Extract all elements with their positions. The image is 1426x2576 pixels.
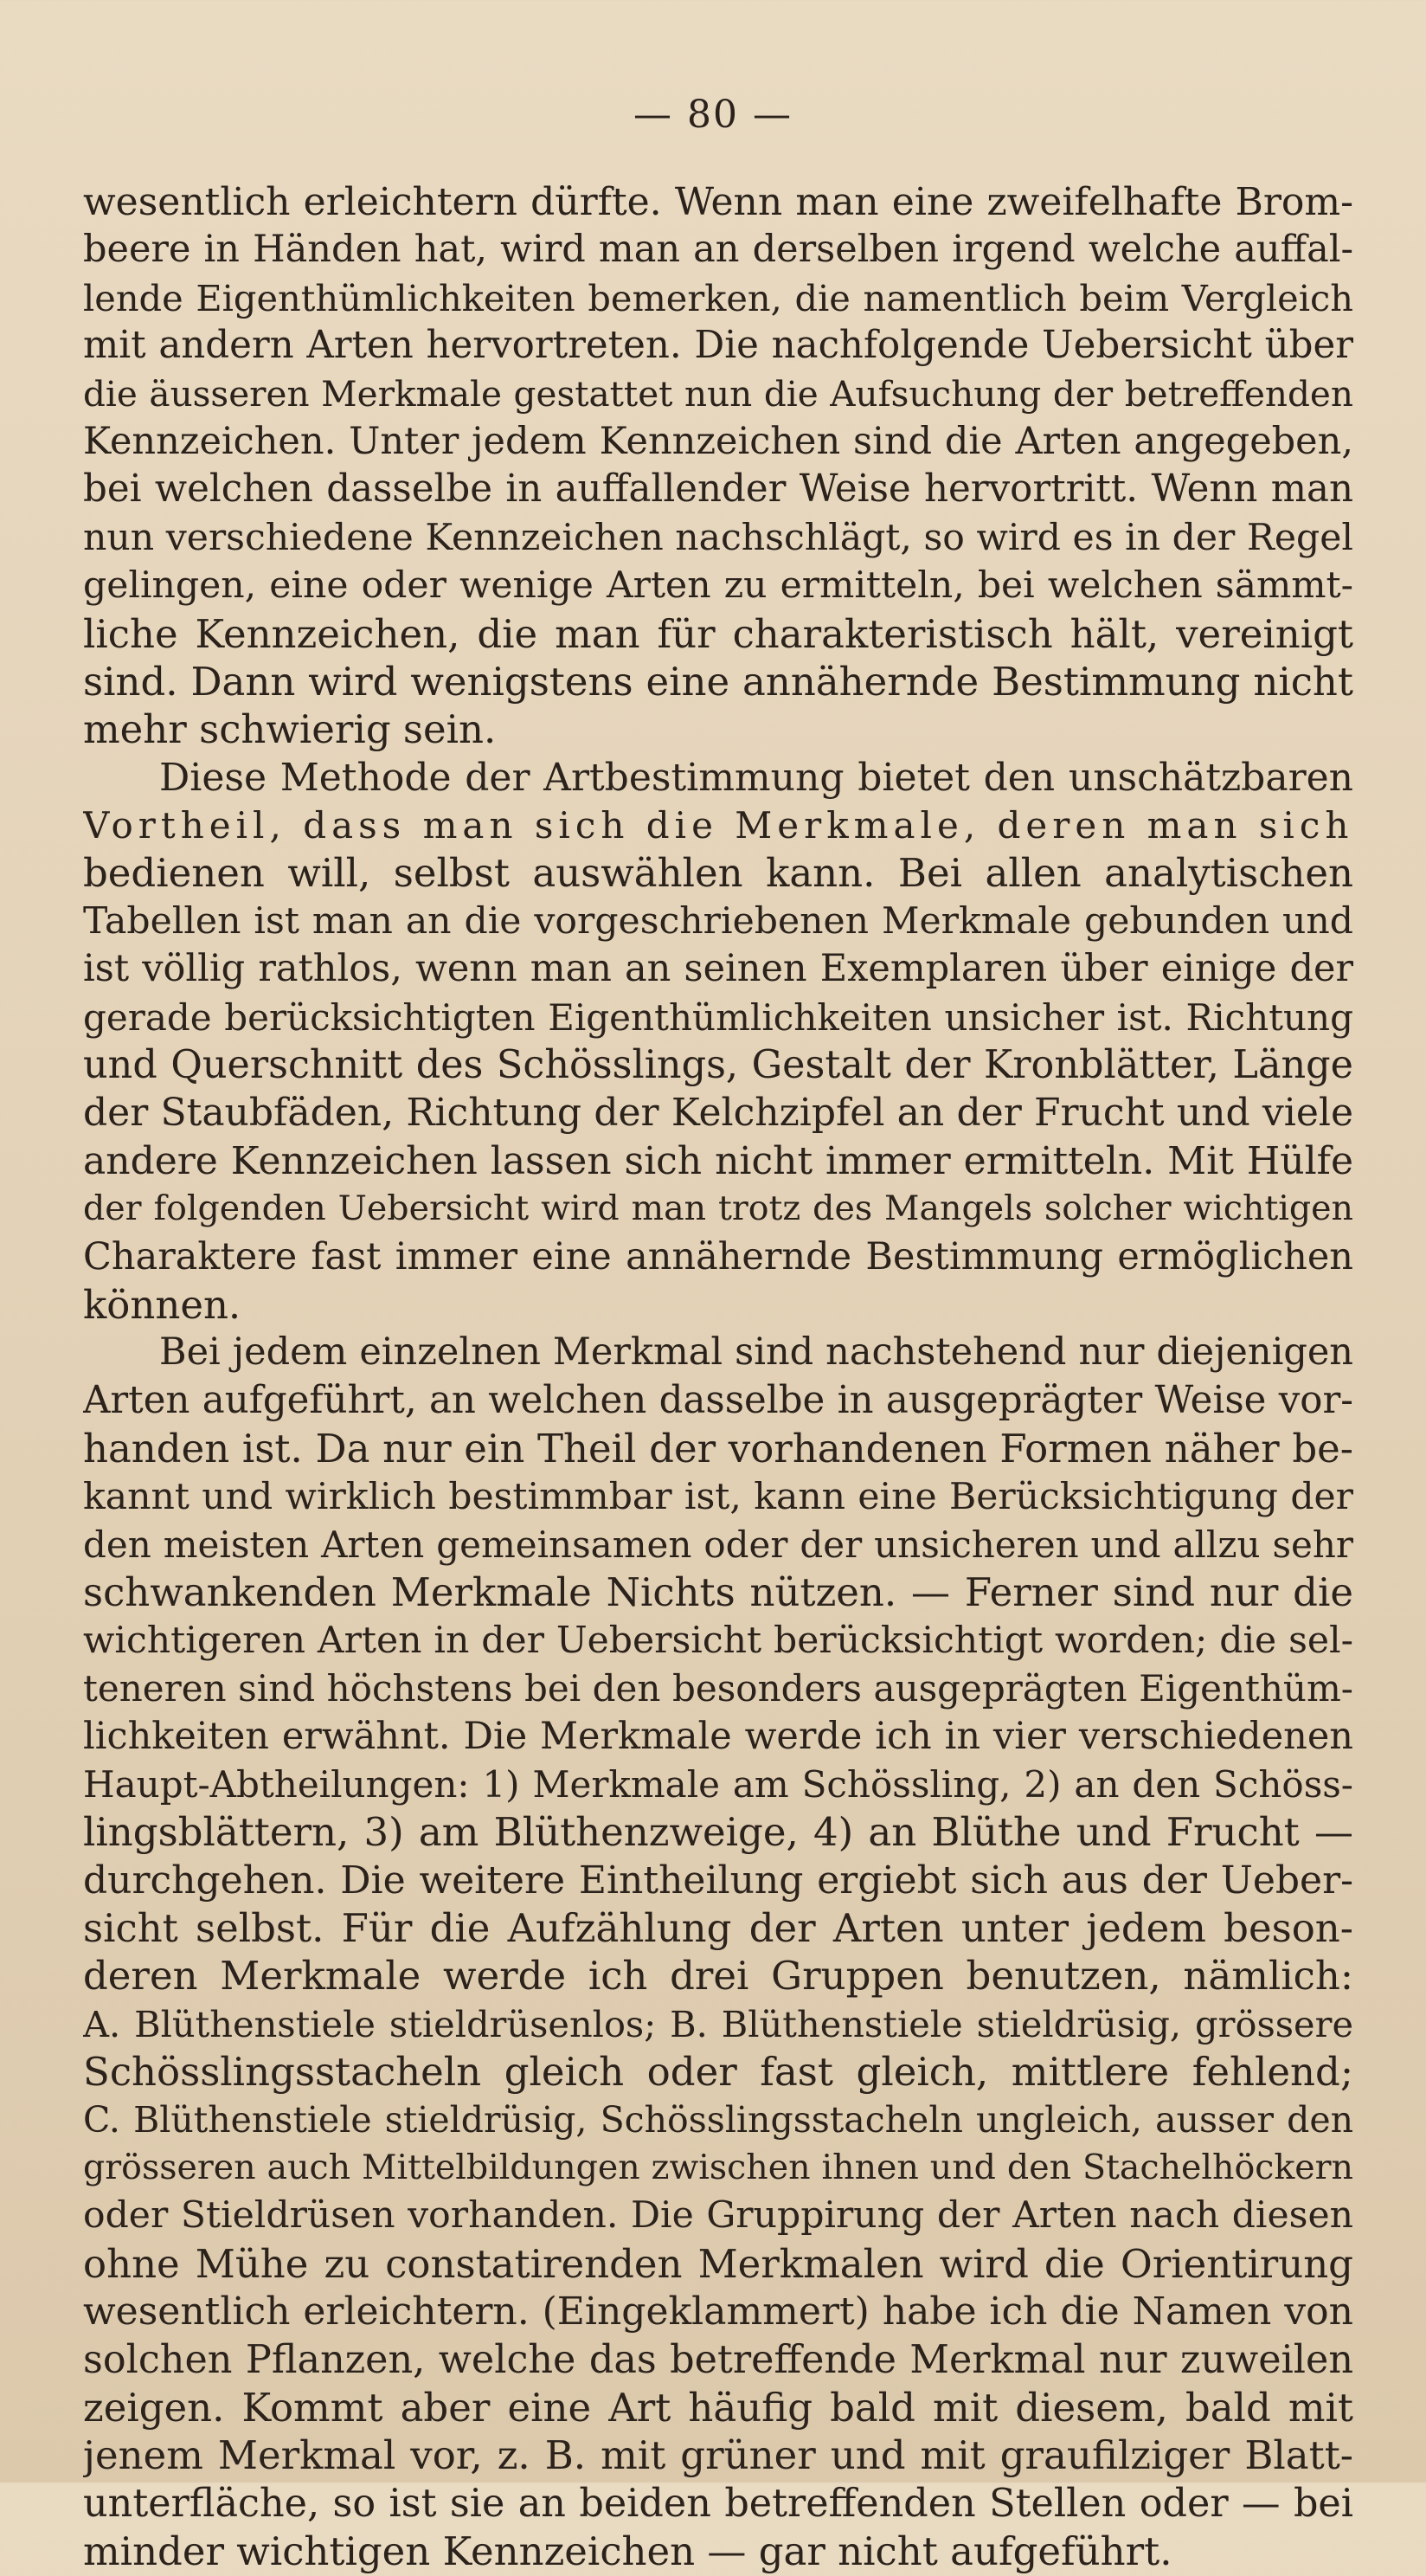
text-line: nun verschiedene Kennzeichen nachschlägt, so wird es in der Regel — [83, 516, 1353, 559]
text-line: wichtigeren Arten in der Uebersicht berücksichtigt worden; die sel- — [83, 1619, 1353, 1662]
text-line: bei welchen dasselbe in auffallender Weise hervortritt. Wenn man — [83, 467, 1353, 512]
text-line: Haupt-Abtheilungen: 1) Merkmale am Schössling, 2) an den Schöss- — [83, 1762, 1353, 1806]
text-line: lichkeiten erwähnt. Die Merkmale werde ich in vier verschiedenen — [83, 1714, 1353, 1758]
text-line: wesentlich erleichtern dürfte. Wenn man eine zweifelhafte Brom- — [83, 180, 1353, 224]
text-line: ist völlig rathlos, wenn man an seinen Exemplaren über einige der — [83, 947, 1353, 991]
text-line: bedienen will, selbst auswählen kann. Bei allen analytischen — [83, 850, 1353, 897]
text-line: und Querschnitt des Schösslings, Gestalt der Kronblätter, Länge — [83, 1043, 1353, 1088]
text-line: schwankenden Merkmale Nichts nützen. — Ferner sind nur die — [83, 1569, 1353, 1616]
text-line: gelingen, eine oder wenige Arten zu ermitteln, bei welchen sämmt- — [83, 564, 1353, 608]
text-line: deren Merkmale werde ich drei Gruppen benutzen, nämlich: — [83, 1953, 1353, 2000]
text-line: oder Stieldrüsen vorhanden. Die Gruppirung der Arten nach diesen — [83, 2194, 1353, 2238]
text-line: handen ist. Da nur ein Theil der vorhandenen Formen näher be- — [83, 1426, 1353, 1472]
text-line: mehr schwierig sein. — [83, 706, 497, 753]
text-line: andere Kennzeichen lassen sich nicht immer ermitteln. Mit Hülfe — [83, 1138, 1353, 1183]
text-line: jenem Merkmal vor, z. B. mit grüner und mit graufilziger Blatt- — [83, 2432, 1353, 2479]
text-line: der Staubfäden, Richtung der Kelchzipfel an der Frucht und viele — [83, 1091, 1353, 1136]
text-line: sicht selbst. Für die Aufzählung der Arten unter jedem beson- — [83, 1905, 1353, 1952]
text-line: A. Blüthenstiele stieldrüsenlos; B. Blüthenstiele stieldrüsig, grössere — [83, 2002, 1353, 2045]
text-line: lende Eigenthümlichkeiten bemerken, die namentlich beim Vergleich — [83, 276, 1353, 319]
text-line: Tabellen ist man an die vorgeschriebenen Merkmale gebunden und — [83, 899, 1353, 943]
text-line: beere in Händen hat, wird man an derselben irgend welche auffal- — [83, 228, 1353, 272]
text-line: lingsblättern, 3) am Blüthenzweige, 4) an Blüthe und Frucht — — [83, 1809, 1353, 1856]
text-line: Charaktere fast immer eine annähernde Bestimmung ermöglichen — [83, 1234, 1353, 1278]
text-line: die äusseren Merkmale gestattet nun die Aufsuchung der betreffenden — [83, 372, 1353, 415]
text-line: kannt und wirklich bestimmbar ist, kann eine Berücksichtigung der — [83, 1475, 1353, 1518]
body-text — [83, 178, 1353, 2576]
text-line: der folgenden Uebersicht wird man trotz des Mangels solcher wichtigen — [83, 1188, 1353, 1229]
text-line: teneren sind höchstens bei den besonders ausgeprägten Eigenthüm- — [83, 1667, 1353, 1710]
text-line: wesentlich erleichtern. (Eingeklammert) habe ich die Namen von — [83, 2289, 1353, 2334]
text-line: C. Blüthenstiele stieldrüsig, Schösslingsstacheln ungleich, ausser den — [83, 2098, 1353, 2141]
text-line: sind. Dann wird wenigstens eine annähernde Bestimmung nicht — [83, 658, 1353, 705]
text-line: ohne Mühe zu constatirenden Merkmalen wird die Orientirung — [83, 2240, 1353, 2287]
text-line: solchen Pflanzen, welche das betreffende Merkmal nur zuweilen — [83, 2337, 1353, 2382]
text-line: minder wichtigen Kennzeichen — gar nicht aufgeführt. — [83, 2528, 1172, 2575]
text-line: liche Kennzeichen, die man für charakteristisch hält, vereinigt — [83, 610, 1353, 657]
text-line: Diese Methode der Artbestimmung bietet den unschätzbaren — [159, 755, 1353, 800]
text-line: Kennzeichen. Unter jedem Kennzeichen sind die Arten angegeben, — [83, 419, 1353, 463]
text-line: Schösslingsstacheln gleich oder fast gleich, mittlere fehlend; — [83, 2049, 1353, 2096]
text-line: gerade berücksichtigten Eigenthümlichkeiten unsicher ist. Richtung — [83, 995, 1353, 1039]
text-line: können. — [83, 1281, 241, 1328]
text-line: unterfläche, so ist sie an beiden betreffenden Stellen oder — bei — [83, 2481, 1353, 2526]
text-line: mit andern Arten hervortreten. Die nachfolgende Uebersicht über — [83, 324, 1353, 368]
text-line: Vortheil, dass man sich die Merkmale, deren man sich — [83, 804, 1353, 847]
text-line: grösseren auch Mittelbildungen zwischen ihnen und den Stachelhöckern — [83, 2148, 1353, 2188]
text-line: den meisten Arten gemeinsamen oder der unsicheren und allzu sehr — [83, 1523, 1353, 1566]
page-number: — 80 — — [633, 93, 793, 137]
text-line: zeigen. Kommt aber eine Art häufig bald mit diesem, bald mit — [83, 2384, 1353, 2431]
text-line: Bei jedem einzelnen Merkmal sind nachstehend nur diejenigen — [159, 1330, 1353, 1375]
text-line: durchgehen. Die weitere Eintheilung ergiebt sich aus der Ueber- — [83, 1858, 1353, 1903]
text-line: Arten aufgeführt, an welchen dasselbe in ausgeprägter Weise vor- — [83, 1378, 1353, 1422]
